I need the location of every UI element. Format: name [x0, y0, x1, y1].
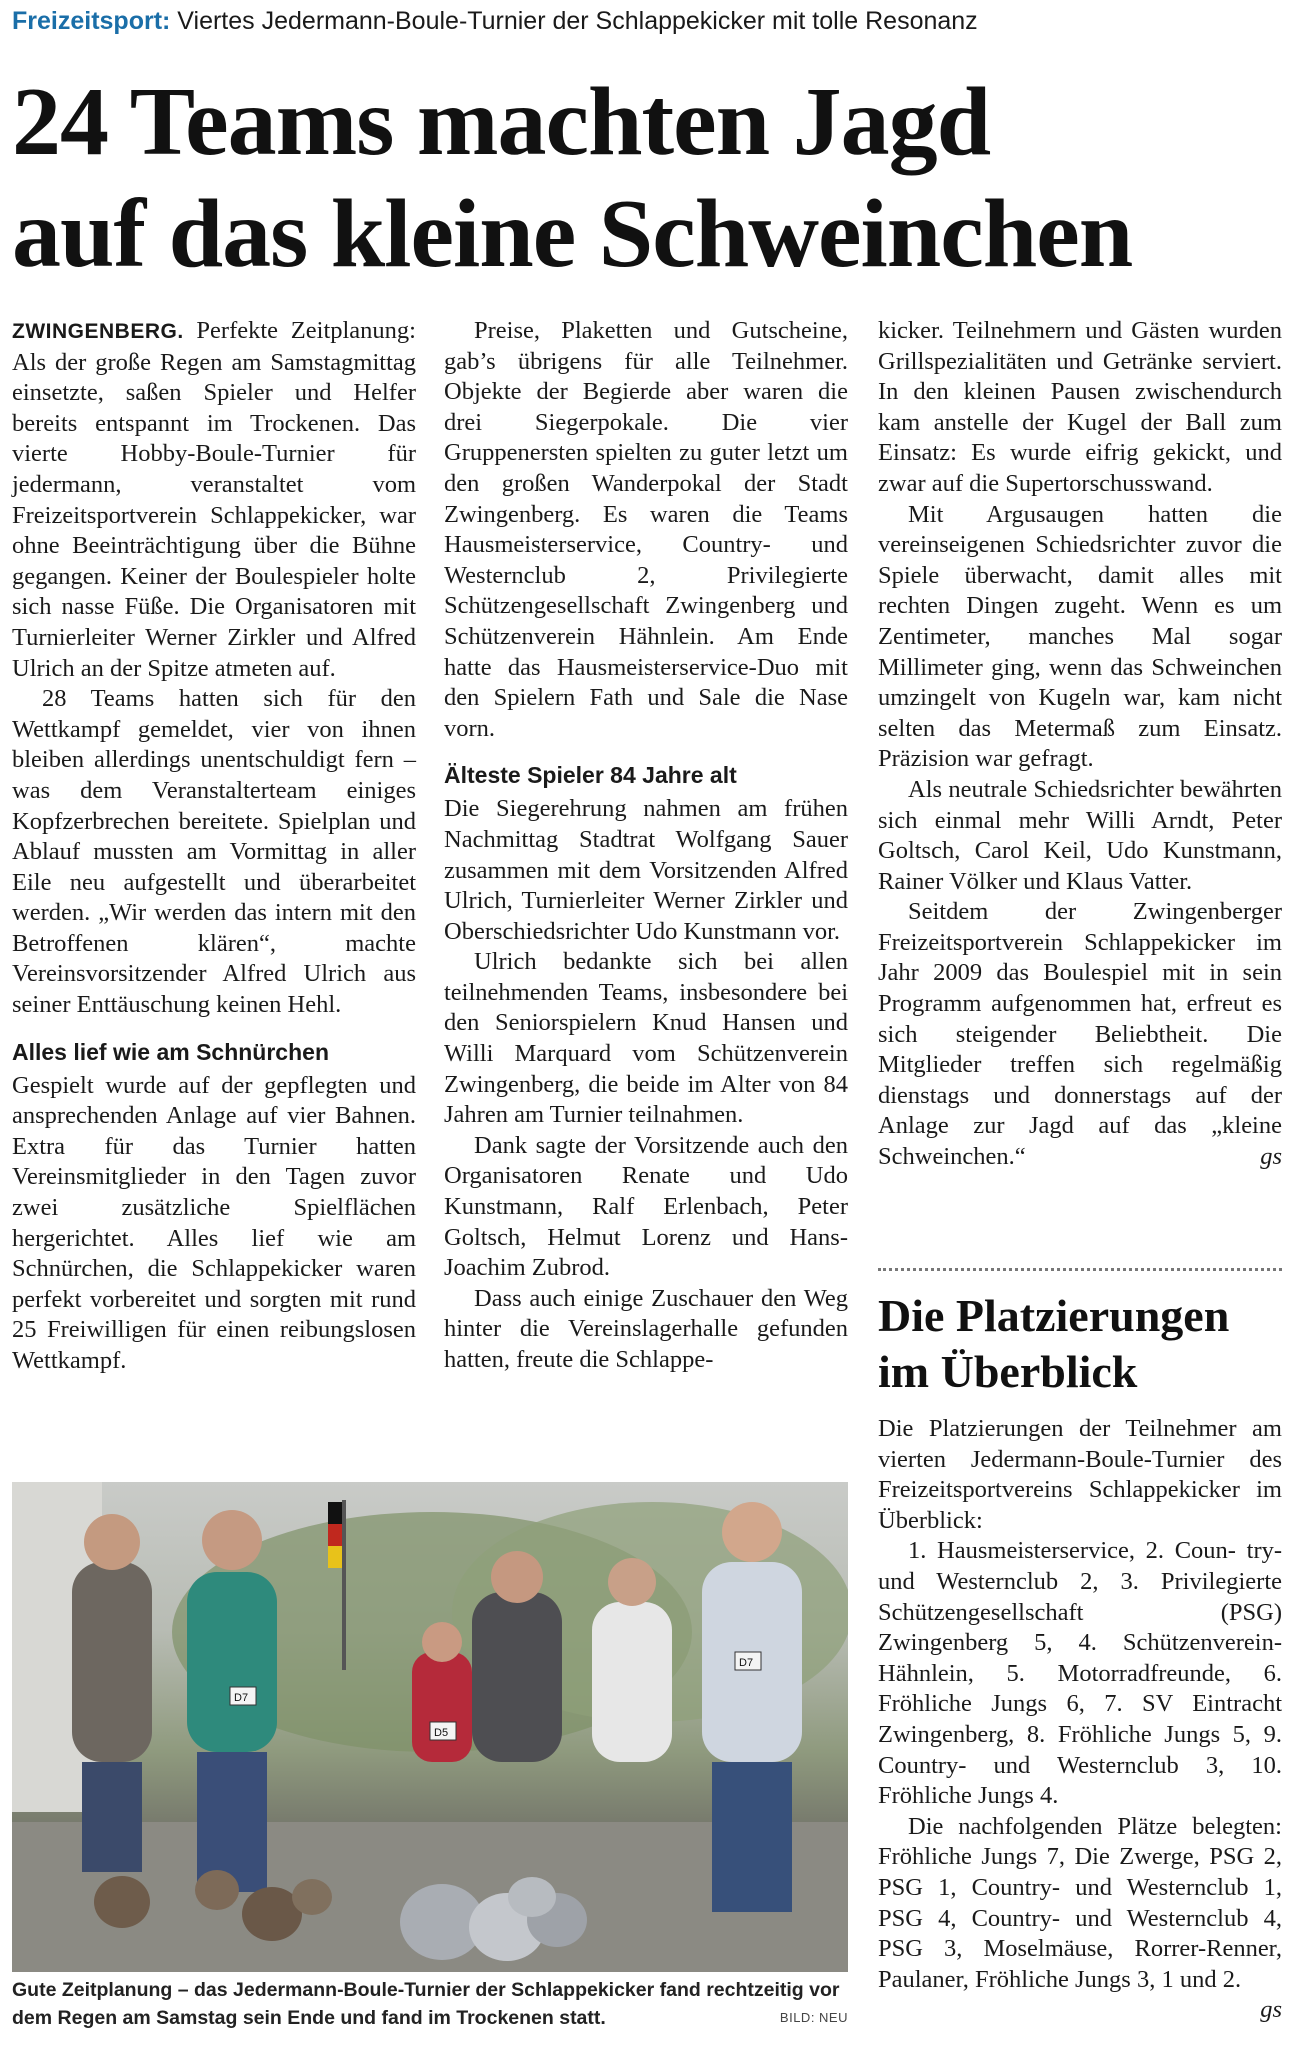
paragraph: Die Platzierungen der Teilnehmer am vierten Jedermann-Boule-Turnier des Freizeitsportvereins Schlappekicker im Überblick:	[878, 1415, 1282, 1534]
author-signature: gs	[1260, 1143, 1282, 1171]
paragraph: Die Siegerehrung nahmen am frühen Nachmittag Stadtrat Wolfgang Sauer zusammen mit dem Vorsitzenden Alfred Ulrich, Turnierleiter Werner Zirkler und Oberschiedsrichter Udo Kunstmann vor.	[444, 795, 848, 945]
article-column-3	[878, 316, 1282, 1173]
rankings-list: 1. Hausmeisterservice, 2. Coun- try- und Westernclub 2, 3. Privilegierte Schützengesellschaft (PSG) Zwingenberg 5, 4. Schützenverein-Hähnlein, 5. Motorradfreunde, 6. Fröhliche Jungs 6, 7. SV Eintracht Zwingenberg, 8. Fröhliche Jungs 5, 9. Country- und Westernclub 3, 10. Fröhliche Jungs 4.	[878, 1537, 1283, 1810]
paragraph: Preise, Plaketten und Gutscheine, gab’s übrigens für alle Teilnehmer. Objekte der Begierde aber waren die drei Siegerpokale. Die vier Gruppenersten spielten zu guter letzt um den großen Wanderpokal der Stadt Zwingenberg. Es waren die Teams Hausmeisterservice, Country- und Westernclub 2, Privilegierte Schützengesellschaft Zwingenberg und Schützenverein Hähnlein. Am Ende hatte das Hausmeisterservice-Duo mit den Spielern Fath und Sale die Nase vorn.	[444, 317, 848, 742]
headline-line-2: auf das kleine Schweinchen	[12, 180, 1133, 288]
dateline: ZWINGENBERG.	[12, 320, 184, 343]
headline-line-1: 24 Teams machten Jagd	[12, 68, 991, 176]
subheading: Alles lief wie am Schnürchen	[12, 1038, 329, 1065]
paragraph: Die nachfolgenden Plätze belegten: Fröhliche Jungs 7, Die Zwerge, PSG 2, PSG 1, Country- und Westernclub 1, PSG 4, Country- und Westernclub 4, PSG 3, Moselmäuse, Rorrer-Renner, Paulaner, Fröhliche Jungs 3, 1 und 2. gs	[878, 1812, 1282, 1996]
article-column-1	[12, 316, 416, 1377]
photo-illustration	[12, 1482, 848, 1972]
boule-photo	[12, 1482, 848, 1972]
kicker-text: Viertes Jedermann-Boule-Turnier der Schlappekicker mit tolle Resonanz	[170, 7, 978, 35]
paragraph: Dass auch einige Zuschauer den Weg hinter die Vereinslagerhalle gefunden hatten, freute die Schlappe-	[444, 1284, 848, 1373]
headline	[12, 66, 1282, 290]
paragraph: kicker. Teilnehmern und Gästen wurden Grillspezialitäten und Getränke serviert. In den kleinen Pausen zwischendurch kam anstelle der Kugel der Ball zum Einsatz: Es wurde eifrig gekickt, und zwar auf die Supertorschusswand.	[878, 317, 1282, 497]
paragraph: Dank sagte der Vorsitzende auch den Organisatoren Renate und Udo Kunstmann, Ralf Erlenbach, Peter Goltsch, Helmut Lorenz und Hans-Joachim Zubrod.	[444, 1131, 848, 1282]
paragraph: ZWINGENBERG. Perfekte Zeitplanung: Als der große Regen am Samstagmittag einsetzte, saßen Spieler und Helfer bereits entspannt im Trockenen. Das vierte Hobby-Boule-Turnier für jedermann, veranstaltet vom Freizeitsportverein Schlappekicker, war ohne Beeinträchtigung über die Bühne gegangen. Keiner der Boulespieler holte sich nasse Füße. Die Organisatoren mit Turnierleiter Werner Zirkler und Alfred Ulrich an der Spitze atmeten auf.	[12, 317, 416, 682]
paragraph: Seitdem der Zwingenberger Freizeitsportverein Schlappekicker im Jahr 2009 das Boulespiel mit in sein Programm aufgenommen hat, erfreut es sich steigender Beliebtheit. Die Mitglieder treffen sich regelmäßig dienstags und donnerstags auf der Anlage zur Jagd auf das „kleine Schweinchen.“ gs	[878, 897, 1282, 1172]
divider	[878, 1268, 1282, 1271]
author-signature: gs	[1260, 1996, 1282, 2024]
svg-text:D7: D7	[739, 1657, 754, 1669]
paragraph: Ulrich bedankte sich bei allen teilnehmenden Teams, insbesondere bei den Seniorspielern Knud Hansen und Willi Marquard vom Schützenverein Zwingenberg, die beide im Alter von 84 Jahren am Turnier teilnahmen.	[444, 948, 848, 1129]
subheading: Älteste Spieler 84 Jahre alt	[444, 762, 737, 789]
photo-credit: BILD: NEU	[779, 2010, 848, 2025]
photo-caption: Gute Zeitplanung – das Jedermann-Boule-Turnier der Schlappekicker fand rechtzeitig vor dem Regen am Samstag sein Ende und fand im Trockenen statt. BILD: NEU	[12, 1976, 848, 2032]
flag-pole	[342, 1500, 346, 1670]
article-column-2	[444, 316, 848, 1376]
paragraph: Als neutrale Schiedsrichter bewährten sich einmal mehr Willi Arndt, Peter Goltsch, Carol Keil, Udo Kunstmann, Rainer Völker und Klaus Vatter.	[878, 775, 1282, 895]
kicker-line	[12, 4, 1282, 38]
paragraph: 28 Teams hatten sich für den Wettkampf gemeldet, vier von ihnen bleiben allerdings unentschuldigt fern – was dem Veranstalterteam einiges Kopfzerbrechen bereitete. Spielplan und Ablauf mussten am Vormittag in aller Eile neu aufgestellt und überarbeitet werden. „Wir werden das intern mit den Betroffenen klären“, machte Vereinsvorsitzender Alfred Ulrich aus seiner Enttäuschung keinen Hehl.	[12, 685, 416, 1019]
svg-text:D7: D7	[234, 1692, 249, 1704]
results-box-body	[878, 1414, 1282, 2026]
flag	[328, 1502, 342, 1524]
svg-text:D5: D5	[434, 1727, 449, 1739]
paragraph: Gespielt wurde auf der gepflegten und ansprechenden Anlage auf vier Bahnen. Extra für das Turnier hatten Vereinsmitglieder in den Tagen zuvor zwei zusätzliche Spielflächen hergerichtet. Alles lief wie am Schnürchen, die Schlappekicker waren perfekt vorbereitet und sorgten mit rund 25 Freiwilligen für einen reibungslosen Wettkampf.	[12, 1071, 416, 1374]
paragraph: Mit Argusaugen hatten die vereinseigenen Schiedsrichter zuvor die Spiele überwacht, damit alles mit rechten Dingen zugeht. Wenn es um Zentimeter, manches Mal sogar Millimeter ging, wenn das Schweinchen umzingelt von Kugeln war, kam nicht selten das Metermaß zum Einsatz. Präzision war gefragt.	[878, 500, 1282, 773]
rubric-label: Freizeitsport:	[12, 7, 171, 35]
results-box-title: Die Platzierungen im Überblick	[878, 1290, 1230, 1397]
